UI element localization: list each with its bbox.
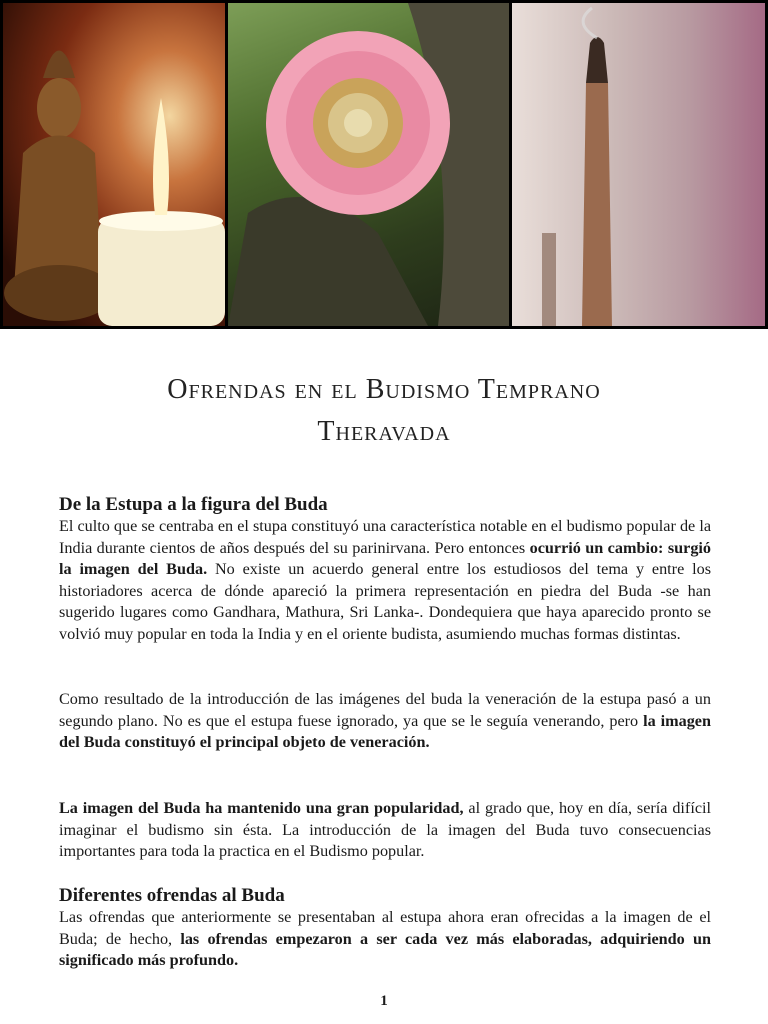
document-title-line-2: Theravada bbox=[317, 416, 451, 447]
section-diferentes-ofrendas bbox=[59, 885, 711, 972]
paragraph-text: No existe un acuerdo general entre los estudiosos del tema y entre los historiadores acerca de dónde apareció la primera representación en piedra del Buda -se han sugerido lugares como Gandhara, Mathura, Sri Lanka-. Dondequiera que haya aparecido pronto se volvió muy popular en toda la India y en el oriente budista, asumiendo muchas formas distintas. bbox=[59, 560, 711, 643]
photo-banner bbox=[0, 0, 768, 329]
page-number: 1 bbox=[380, 993, 388, 1009]
section-heading: Diferentes ofrendas al Buda bbox=[59, 885, 285, 906]
buddha-statue-candle-photo bbox=[3, 3, 225, 326]
paragraph-text: al grado que, hoy en día, sería difícil imaginar el budismo sin ésta. La introducción de la imagen del Buda tuvo consecuencias importantes para toda la practica en el Budismo popular. bbox=[59, 799, 711, 861]
paragraph-text: Como resultado de la introducción de las imágenes del buda la veneración de la estupa pasó a un segundo plano. No es que el estupa fuese ignorado, ya que se le seguía venerando, pero bbox=[59, 690, 711, 730]
bold-text: ocurrió un cambio: surgió la imagen del Buda. bbox=[59, 538, 712, 579]
section-heading: De la Estupa a la figura del Buda bbox=[59, 494, 328, 515]
paragraph bbox=[59, 798, 711, 863]
bold-text: la imagen del Buda constituyó el principal objeto de veneración. bbox=[59, 711, 711, 752]
section-estupa-a-buda bbox=[59, 494, 711, 646]
document-title-line-1: Ofrendas en el Budismo Temprano bbox=[167, 374, 601, 405]
paragraph bbox=[59, 516, 711, 646]
paragraph-text: Las ofrendas que anteriormente se presentaban al estupa ahora eran ofrecidas a la imagen de el Buda; de hecho, bbox=[59, 908, 711, 948]
paragraph bbox=[59, 907, 711, 972]
paragraph-text: El culto que se centraba en el stupa constituyó una característica notable en el budismo popular de la India durante cientos de años después del su parinirvana. Pero entonces bbox=[59, 517, 711, 557]
bold-text: las ofrendas empezaron a ser cada vez más elaboradas, adquiriendo un significado más profundo. bbox=[59, 929, 711, 970]
paragraph bbox=[59, 689, 711, 754]
pink-flower-photo bbox=[228, 3, 509, 326]
incense-stick-photo bbox=[512, 3, 765, 326]
bold-text: La imagen del Buda ha mantenido una gran popularidad, bbox=[59, 799, 464, 817]
